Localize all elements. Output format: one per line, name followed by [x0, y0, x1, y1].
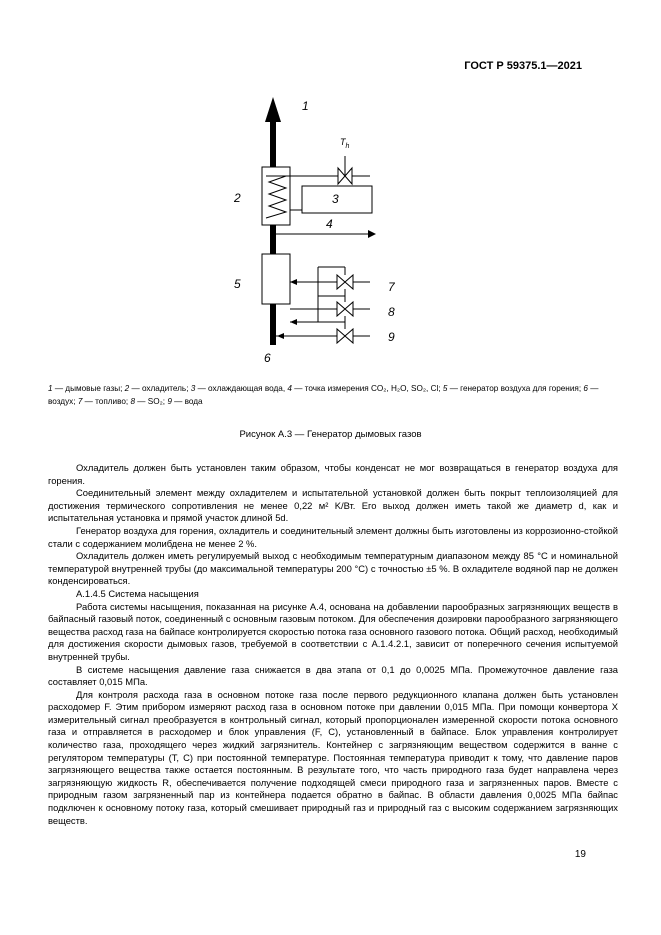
- label-6: 6: [264, 351, 271, 365]
- page-number: 19: [574, 849, 586, 860]
- label-4: 4: [326, 217, 333, 231]
- paragraph: Соединительный элемент между охладителем и испытательной установкой должен быть покрыт теплоизоляцией для достижения термического сопротивления не менее 0,22 м² K/Вт. Его выход должен иметь такой же диаметр d, как и испытательная установка и прямой участок длиной 5d.: [48, 487, 618, 524]
- label-7: 7: [388, 280, 395, 294]
- paragraph: Охладитель должен иметь регулируемый выход с необходимым температурным диапазоном между 85 °C и номинальной температурой внутренней трубы (до максимальной температуры 200 °C) с точностью ±5 %. В охладителе водяной пар не должен конденсироваться.: [48, 550, 618, 587]
- section-heading: А.1.4.5 Система насыщения: [76, 587, 199, 599]
- paragraph: Работа системы насыщения, показанная на рисунке А.4, основана на добавлении парообразных загрязняющих веществ в байпасный газовый поток, соединенный с основным газовым потоком. Для обеспечения дозировки парообразного загрязняющего вещества расход газа на байпасе контролируется скоростью потока газа основного газового потока. Общий расход, необходимый для достижения скорости дымовых газов, требуемой в соответствии с А.1.4.2.1, зависит от поперечного сечения испытуемой внутренней трубы.: [48, 600, 618, 662]
- body-text: [48, 462, 618, 827]
- label-2: 2: [234, 191, 241, 205]
- label-9: 9: [388, 330, 395, 344]
- main-pipe: [270, 120, 276, 345]
- paragraph: Для контроля расхода газа в основном потоке газа после первого редукционного клапана должен быть установлен расходомер F. Этим прибором измеряют расход газа в основном потоке при давлении 0,015 МПа. При помощи конвертора X измерительный сигнал преобразуется в контрольный сигнал, который пропорционален измеренной скорости потока основного газа и отправляется в расходомер и блок управления (F, C), установленный в байпасе. Блок управления контролирует количество газа, проходящего через жидкий загрязнитель. Контейнер с загрязняющим веществом содержится в ванне с регулятором температуры (T, C) при постоянной температуре. Постоянная температура приводит к тому, что давление паров загрязняющего вещества также остается постоянным. В результате того, что часть природного газа будет направлена через загрязняющую жидкость R, обеспечивается получение подходящей смеси природного газа и загрязненных паров. Вместе с природным газом загрязненный пар из контейнера подается обратно в байпас. В области давления 0,0025 МПа байпас подключен к основному потоку газа, который смешивает природный газ и природный газ с высоким содержанием загрязняющих веществ.: [48, 688, 618, 826]
- document-header: ГОСТ Р 59375.1—2021: [464, 60, 582, 72]
- label-th: $T_h$: [340, 137, 350, 150]
- paragraph: Генератор воздуха для горения, охладитель и соединительный элемент должны быть изготовлены из коррозионно-стойкой стали с содержанием молибдена не менее 2 %.: [48, 524, 618, 549]
- label-8: 8: [388, 305, 395, 319]
- flue-gas-arrow: [265, 97, 281, 122]
- label-5: 5: [234, 277, 241, 291]
- air-generator-box: [262, 254, 290, 304]
- label-1: 1: [302, 99, 309, 113]
- paragraph: В системе насыщения давление газа снижается в два этапа от 0,1 до 0,0025 МПа. Промежуточное давление газа составляет 0,015 МПа.: [48, 663, 618, 688]
- label-3: 3: [332, 192, 339, 206]
- flue-gas-generator-diagram: [0, 0, 661, 380]
- figure-legend: 1 — дымовые газы; 2 — охладитель; 3 — охлаждающая вода, 4 — точка измерения CO₂, H₂O, SO₂, Cl; 5 — генератор воздуха для горения; 6 — воздух; 7 — топливо; 8 — SO₂; 9 — вода: [48, 384, 599, 406]
- paragraph: Охладитель должен быть установлен таким образом, чтобы конденсат не мог возвращаться в генератор воздуха для горения.: [48, 462, 618, 486]
- figure-title: Рисунок А.3 — Генератор дымовых газов: [239, 429, 422, 440]
